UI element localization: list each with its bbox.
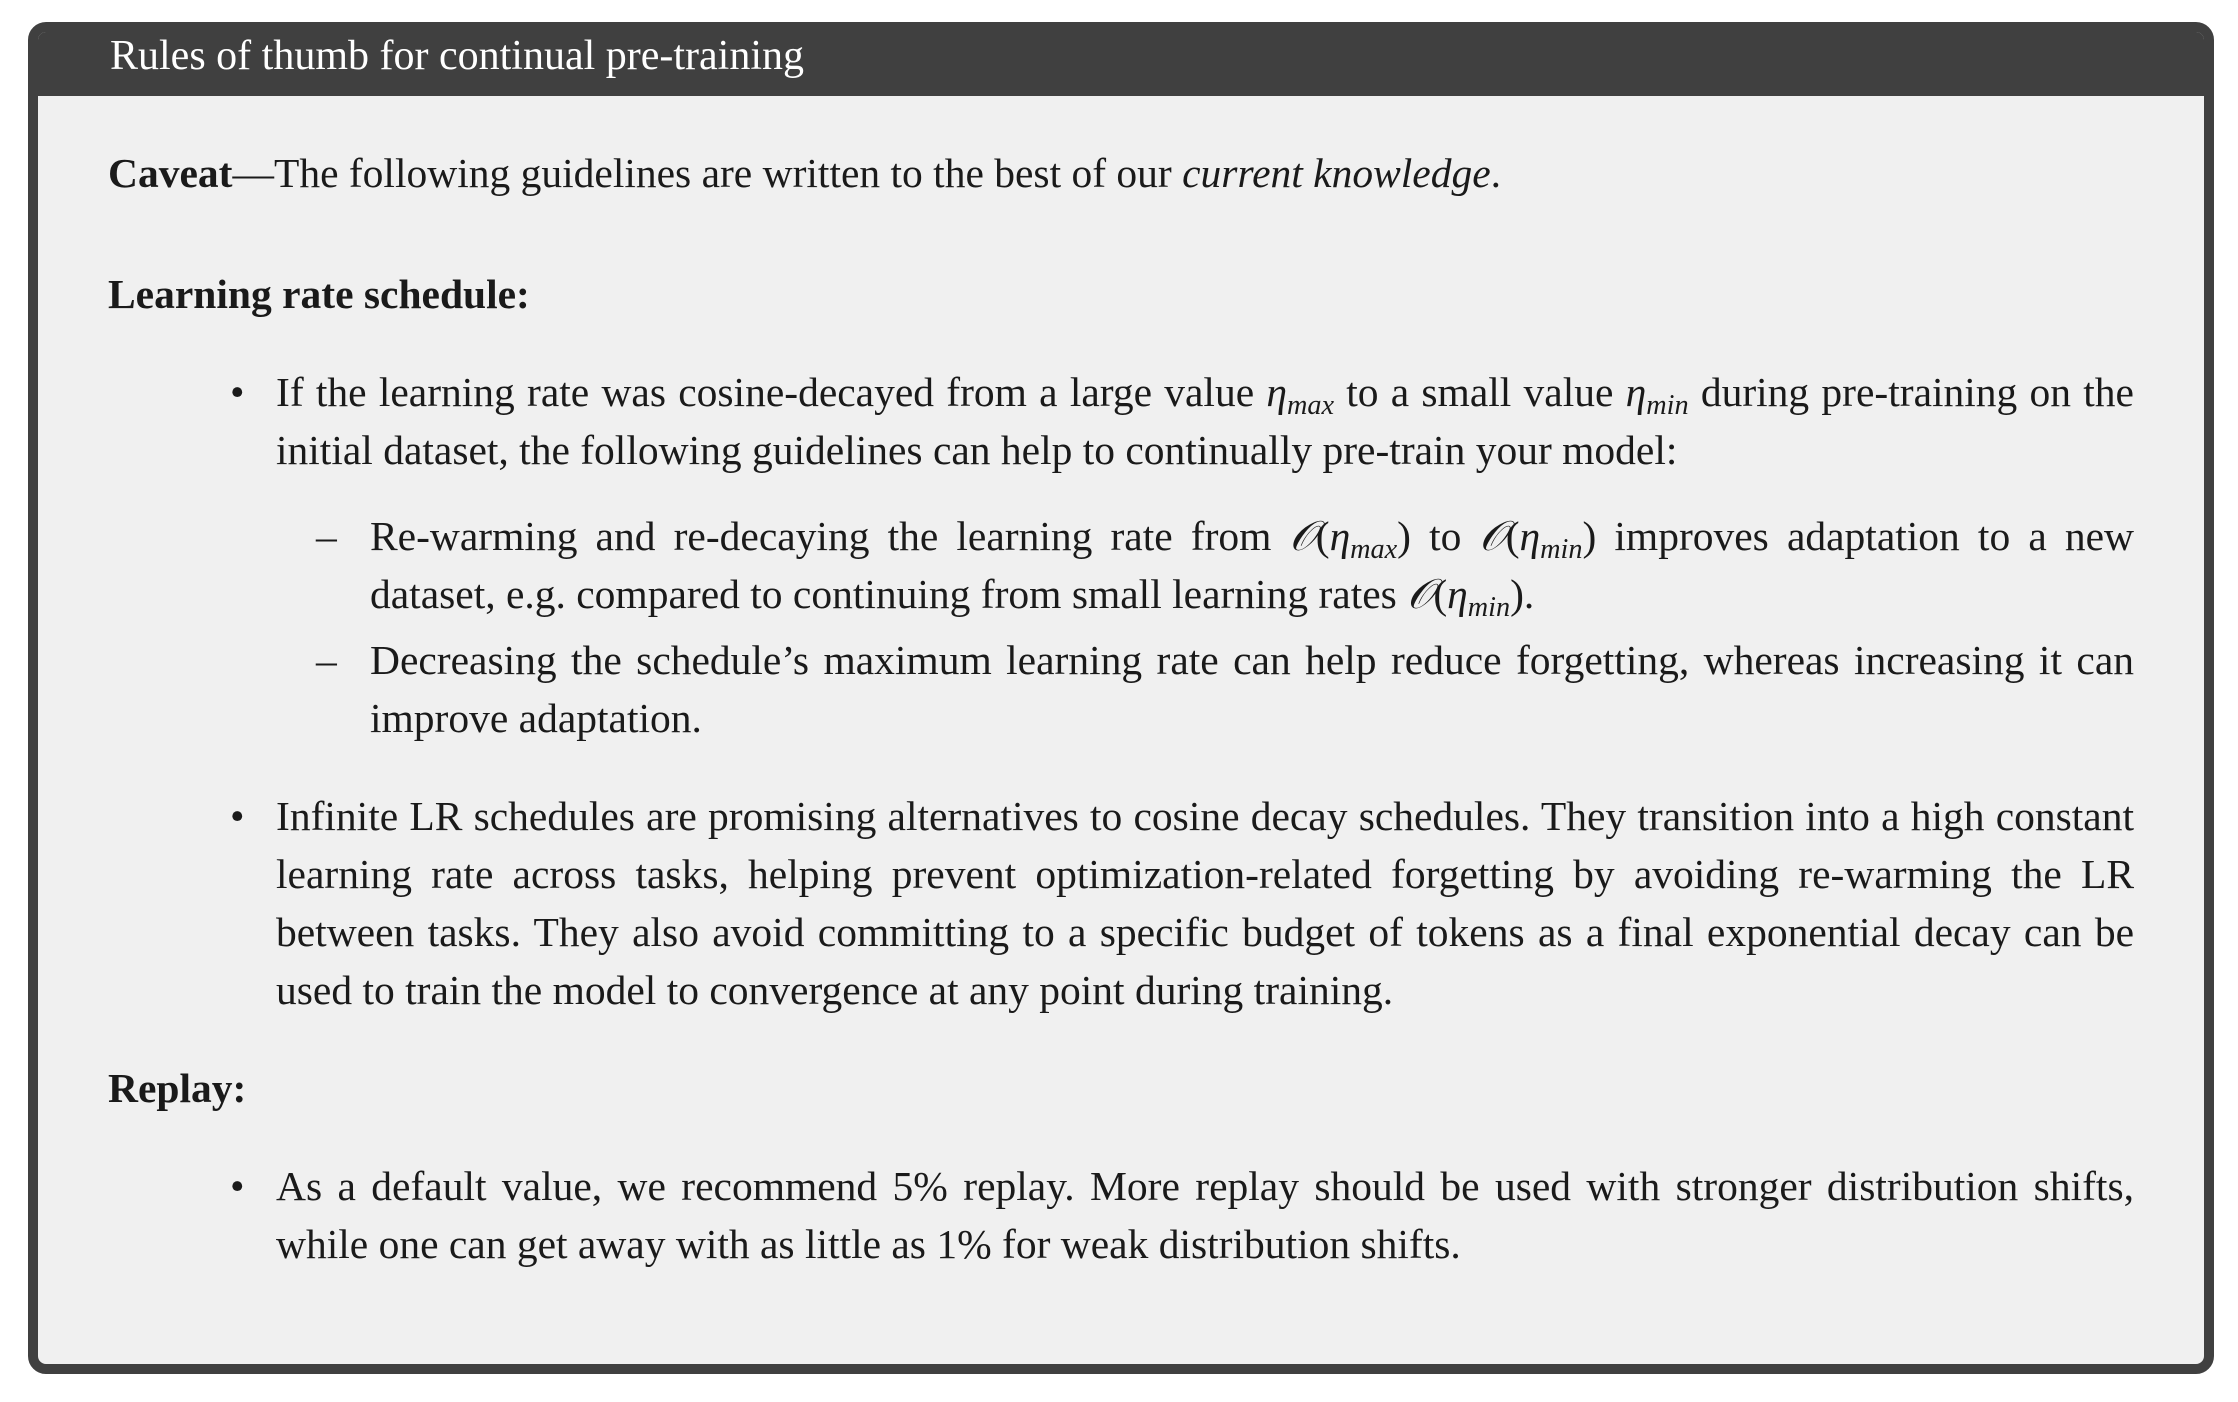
- big-o-symbol: 𝒪: [1289, 511, 1316, 560]
- eta-min-symbol: $\eta_{min}$: [1447, 571, 1511, 623]
- eta-min-symbol: $\eta_{min}$: [1519, 513, 1583, 565]
- lr-bullet-2-text: Infinite LR schedules are promising alternatives to cosine decay schedules. They transition into a high constant learning rate across tasks, helping prevent optimization-related forgetting by avoiding re-warming the LR between tasks. They also avoid committing to a specific budget of tokens as a final exponential decay can be used to train the model to convergence at any point during training.: [276, 793, 2134, 1013]
- replay-bullet-list: [108, 1157, 2134, 1273]
- box-content: [38, 96, 2204, 1273]
- lr-bullet-list: [108, 363, 2134, 1019]
- eta-max-symbol: $\eta_{max}$: [1329, 513, 1398, 565]
- lr-sub-1-end: .: [1523, 571, 1535, 617]
- lr-sub-2-text: Decreasing the schedule’s maximum learning rate can help reduce forgetting, whereas increasing it can improve adaptation.: [370, 637, 2134, 741]
- bullet-mark: •: [230, 793, 245, 839]
- bullet-mark: •: [230, 1163, 245, 1209]
- caveat-end: .: [1490, 150, 1501, 196]
- bullet-mark: •: [230, 369, 245, 415]
- replay-section-heading: Replay:: [108, 1065, 247, 1111]
- lr-bullet-1: [230, 363, 2135, 747]
- lr-sub-1-part3: improves adaptation to a new dataset, e.g. compared to continuing from small learning rates: [370, 513, 2135, 617]
- lr-sub-1-part2: to: [1411, 513, 1480, 559]
- dash-mark: –: [316, 513, 337, 559]
- caveat-dash: —: [232, 150, 274, 196]
- lr-bullet-1-part1: If the learning rate was cosine-decayed from a large value: [276, 369, 1267, 415]
- lr-bullet-1-part3: during pre-training on the initial dataset, the following guidelines can help to continually pre-train your model:: [276, 369, 2134, 473]
- lr-sub-list: [276, 507, 2134, 747]
- lr-bullet-2: [230, 787, 2134, 1019]
- caveat-emphasis: current knowledge: [1182, 150, 1491, 196]
- big-o-symbol: 𝒪: [1407, 569, 1434, 618]
- big-o-symbol: 𝒪: [1479, 511, 1506, 560]
- lr-bullet-1-part2: to a small value: [1333, 369, 1626, 415]
- lr-sub-item-2: [316, 631, 2134, 747]
- lr-sub-1-part1: Re-warming and re-decaying the learning rate from: [370, 513, 1290, 559]
- box-title: Rules of thumb for continual pre-training: [38, 28, 2204, 96]
- lr-sub-item-1: – Re-warming and re-decaying the learning rate from $𝒪(\eta_{max})$ to $𝒪(\eta_{min})$ improves adaptation to a new dataset, e.g. compared to continuing from small learning rates $𝒪(\eta_{min})$.: [370, 507, 2134, 623]
- replay-bullet-1: [230, 1157, 2134, 1273]
- caveat-text: The following guidelines are written to the best of our: [273, 150, 1183, 196]
- caveat-paragraph: [108, 144, 2134, 202]
- caveat-label: Caveat: [108, 150, 233, 196]
- lr-section-heading: Learning rate schedule:: [108, 271, 530, 317]
- replay-bullet-1-text: As a default value, we recommend 5% replay. More replay should be used with stronger distribution shifts, while one can get away with as little as 1% for weak distribution shifts.: [276, 1163, 2134, 1267]
- dash-mark: –: [316, 637, 337, 683]
- eta-min-symbol: $\eta_{min}$: [1625, 369, 1689, 421]
- rules-box: [28, 22, 2214, 1374]
- eta-max-symbol: $\eta_{max}$: [1266, 369, 1334, 421]
